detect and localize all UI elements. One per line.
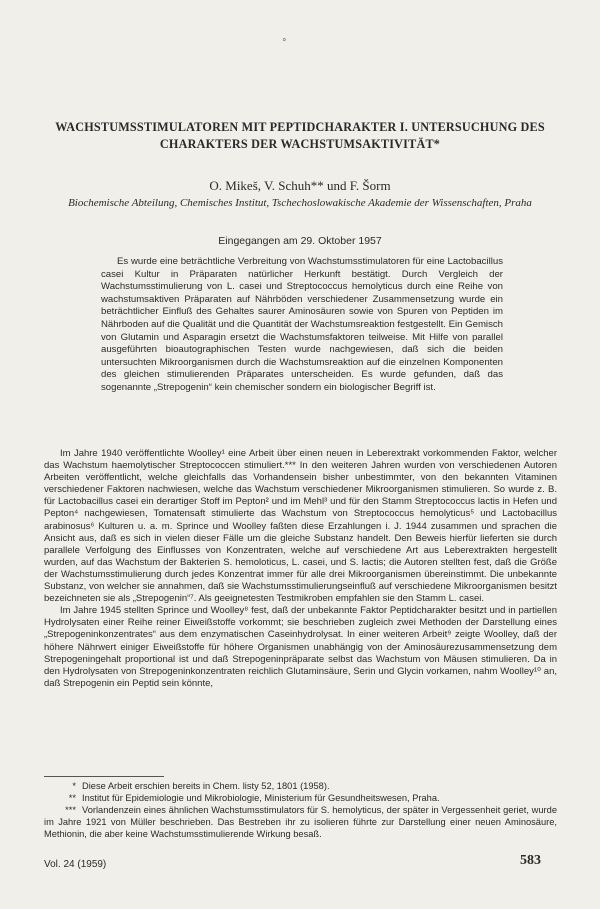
footnote-symbol: ***: [65, 805, 76, 815]
footnote: [44, 780, 557, 792]
footnote: [44, 804, 557, 840]
volume-label: Vol. 24 (1959): [44, 859, 107, 870]
footnote-text: Diese Arbeit erschien bereits in Chem. listy 52, 1801 (1958).: [82, 781, 330, 791]
footnote-symbol: *: [72, 781, 76, 791]
body-paragraph: Im Jahre 1945 stellten Sprince und Woolley⁸ fest, daß der unbekannte Faktor Peptidcharakter besitzt und in partiellen Hydrolysaten einer Reihe reiner Eiweißstoffe vorkommt; sie beschrieben zugleich zwei Methoden der Darstellung eines „Strepogeninkonzentrates“ aus dem enzymatischen Caseinhydrolysat. In einer weiteren Arbeit⁹ zeigte Woolley, daß der höhere Nährwert einiger Eiweißstoffe für höhere Organismen unabhängig von der Aminosäurezusammensetzung dem Strepogeningehalt proportional ist und daß Strepogeninpräparate selbst das Wachstum von Mäusen stimulieren. Da in den Hydrolysaten von Strepogeninkonzentraten reichlich Glutaminsäure, Serin und Glycin vorkamen, nahm Woolley¹⁰ an, daß Strepogenin ein Peptid sein könnte,: [44, 605, 557, 689]
page-number: 583: [520, 853, 541, 868]
footnote-symbol: **: [68, 793, 76, 803]
footnote-text: Institut für Epidemiologie und Mikrobiologie, Ministerium für Gesundheitswesen, Praha.: [82, 793, 440, 803]
received-date: Eingegangen am 29. Oktober 1957: [218, 235, 382, 247]
footnote-text: Vorlandenzein eines ähnlichen Wachstumsstimulators für S. hemolyticus, der später in Vergessenheit geriet, wurde im Jahre 1921 von Müller beschrieben. Das Bestreben ihr zu isolieren führte zur Darstellung einer neuen Aminosäure, Methionin, die aber keine Wachstumsstimulierende Wirkung besaß.: [44, 805, 557, 839]
article-body: [44, 448, 557, 690]
body-paragraph: Im Jahre 1940 veröffentlichte Woolley¹ eine Arbeit über einen neuen in Leberextrakt vorkommenden Faktor, welcher das Wachstum haemolytischer Streptococcen stimuliert.*** In den weiteren Jahren wurden von verschiedenen Autoren Arbeiten veröffentlicht, welche gleichfalls das Vorhandensein bisher unbestimmter, von den bekannten Vitaminen verschiedener Faktoren nachwiesen, welche das Wachstum verschiedener Mikroorganismen stimulieren. So wurde z. B. für Lactobacillus casei ein derartiger Stoff im Pepton² und im Mehl³ und für den Stamm Streptococcus lactis in Hefen und Pepton⁴ nachgewiesen, Tomatensaft stimulierte das Wachstum von Streptococcus hemolyticus⁵ und Lactobacillus arabinosus⁶ Kulturen u. a. m. Sprince und Woolley faßten diese Erzahlungen i. J. 1944 zusammen und sprachen die Ansicht aus, daß es sich in vielen dieser Fälle um die gleiche Substanz handelt. Den Beweis hierfür lieferten sie durch parallele Verfolgung des Einflusses von Konzentraten, welche auf verschiedene Art aus Leberextrakten hergestellt wurden, auf das Wachstum der Bakterien S. hemoloticus, L. casei, und S. lactis; die Autoren stellten fest, daß die Größe der Wachstumsstimulierung durch jedes Konzentrat immer für alle drei Mikroorganismen übereinstimmt. Die unbekannte Substanz, von welcher sie annahmen, daß sie Wachstumsstimulierungseinfluß auf verschiedene Mikroorganismen besitzt bezeichneten sie als „Strepogenin“⁷. Als geeignetesten Testmikroben empfahlen sie den Stamm L. casei.: [44, 448, 557, 605]
abstract: Es wurde eine beträchtliche Verbreitung von Wachstumsstimulatoren für eine Lactobacillus casei Kultur in Präparaten natürlicher Herkunft bestätigt. Durch Vergleich der Wachstumsstimulierung von L. casei und Streptococcus hemolyticus durch eine Reihe von wachstumsaktiven Präparaten auf Nährböden verschiedener Zusammensetzung wurde ein beträchtlicher Einfluß des Gehaltes saurer Aminosäuren sowie von Spuren von Peptiden im Nährboden auf die Qualität und die Quantität der Wachstumsreaktion festgestellt. Ein Gemisch von Glutamin und Asparagin ersetzt die Wachstumsfaktoren teilweise. Mit Hilfe von parallel ausgeführten bioautographischen Testen wurde nachgewiesen, daß sich die beiden untersuchten Mikroorganismen durch die Wachstumsreaktion auf die einzelnen Komponenten des gleichen stimulierenden Präparates unterscheiden. Es wurde gefunden, daß das sogenannte „Strepogenin“ kein chemischer sondern ein biologischer Begriff ist.: [101, 256, 503, 393]
footnote-rule: [44, 776, 164, 777]
footnote: [44, 792, 557, 804]
page-mark: °: [282, 38, 287, 48]
affiliation: Biochemische Abteilung, Chemisches Institut, Tschechoslowakische Akademie der Wissenschaften, Praha: [68, 197, 532, 209]
article-title: WACHSTUMSSTIMULATOREN MIT PEPTIDCHARAKTER I. UNTERSUCHUNG DES CHARAKTERS DER WACHSTUMSAKTIVITÄT*: [55, 120, 545, 151]
authors: O. Mikeš, V. Schuh** und F. Šorm: [209, 178, 391, 193]
footnotes: [44, 780, 557, 840]
